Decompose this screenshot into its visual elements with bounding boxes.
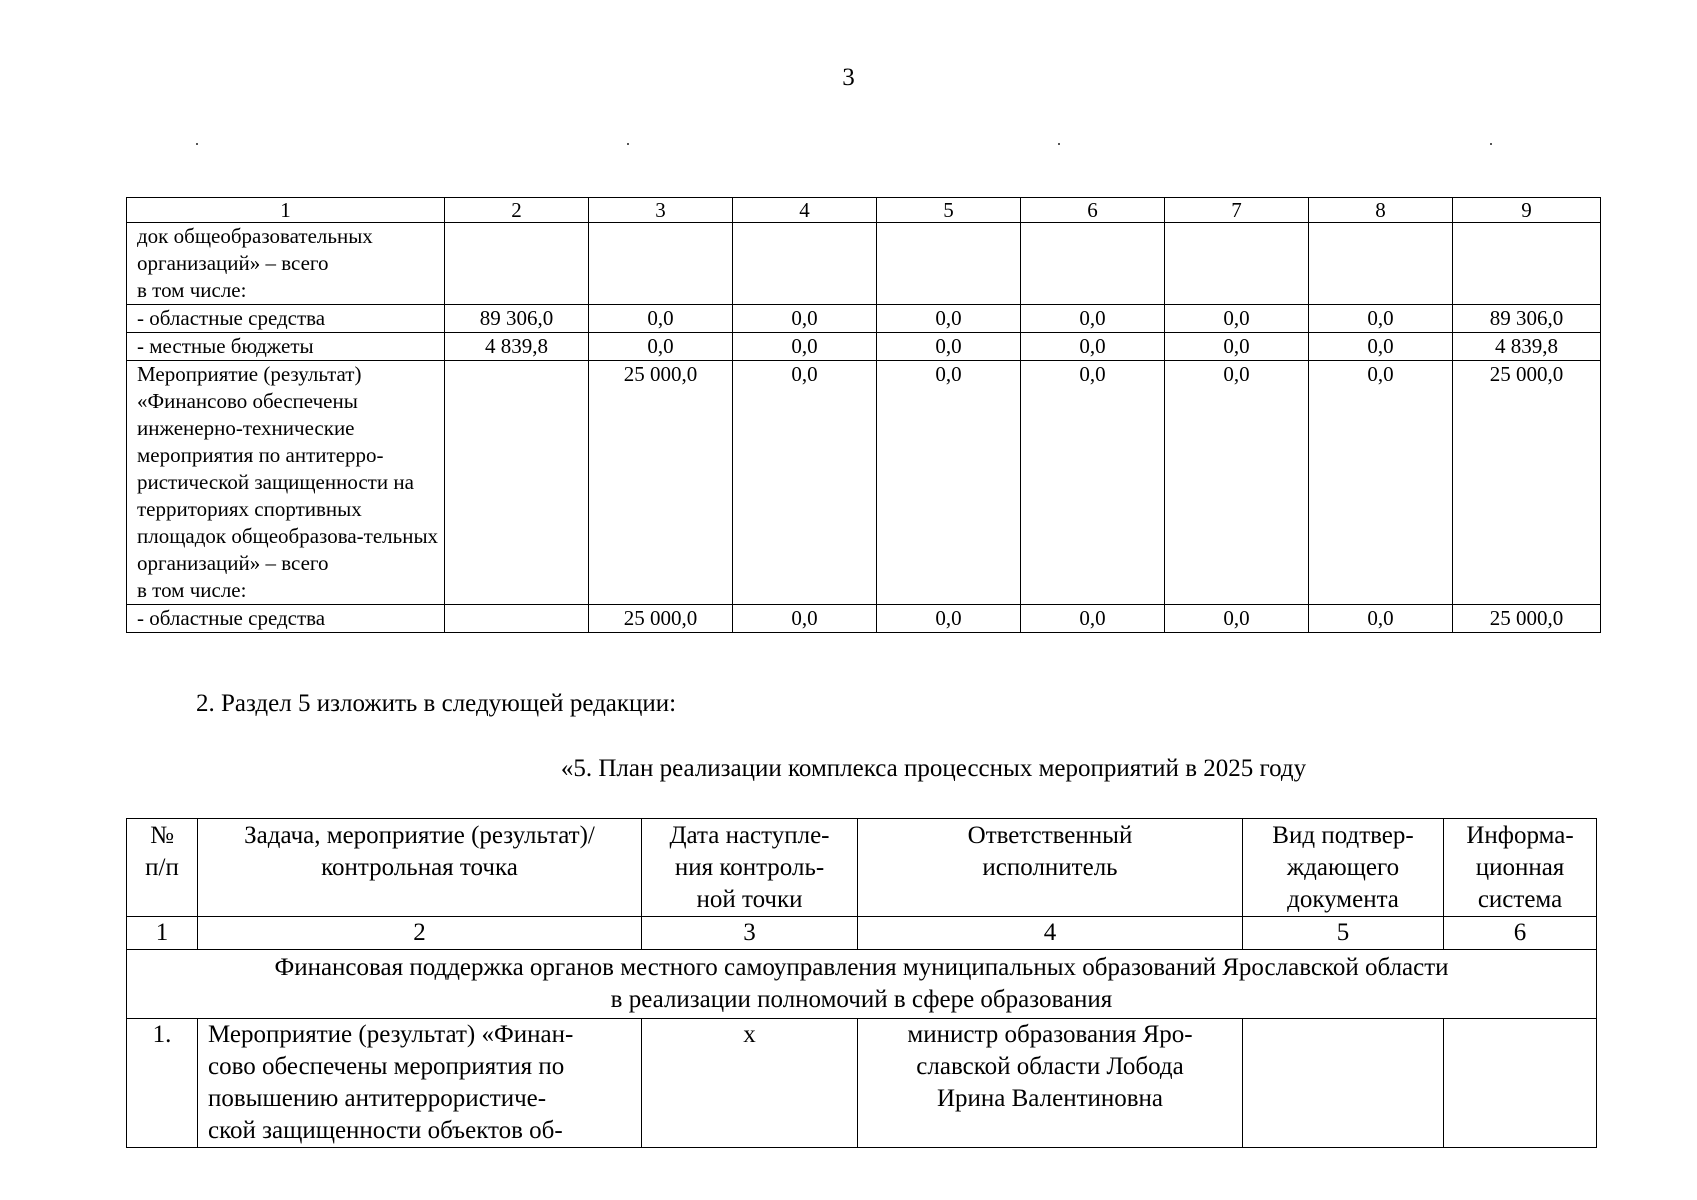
table-cell: 89 306,0: [445, 305, 589, 333]
row-label: док общеобразовательных организаций» – всего в том числе:: [127, 223, 445, 305]
table-cell: 0,0: [1165, 333, 1309, 361]
column-number: 7: [1165, 198, 1309, 223]
column-number: 1: [127, 917, 198, 950]
table-cell: [733, 223, 877, 305]
header-row: [127, 819, 1597, 917]
table-row: [127, 305, 1601, 333]
row-label: - областные средства: [127, 305, 445, 333]
task-cell: Мероприятие (результат) «Финан- сово обеспечены мероприятия по повышению антитеррористиче- ской защищенности объектов об-: [198, 1019, 642, 1148]
funding-table: [126, 197, 1601, 633]
table-cell: 0,0: [733, 333, 877, 361]
plan-table: [126, 818, 1597, 1148]
table-cell: 0,0: [877, 333, 1021, 361]
scan-artifact: [196, 143, 198, 145]
column-number: 4: [858, 917, 1243, 950]
page-number: 3: [842, 64, 855, 91]
column-number: 8: [1309, 198, 1453, 223]
column-header: Ответственный исполнитель: [858, 819, 1243, 917]
table-cell: 0,0: [1021, 605, 1165, 633]
table-row: [127, 605, 1601, 633]
table-cell: 0,0: [877, 305, 1021, 333]
column-number-row: [127, 198, 1601, 223]
column-number: 1: [127, 198, 445, 223]
row-label: - местные бюджеты: [127, 333, 445, 361]
table-cell: [1309, 223, 1453, 305]
column-number: 3: [589, 198, 733, 223]
column-number: 9: [1453, 198, 1601, 223]
table-cell: 0,0: [1165, 361, 1309, 605]
column-number-row: [127, 917, 1597, 950]
table-cell: 89 306,0: [1453, 305, 1601, 333]
table-row: [127, 361, 1601, 605]
section-title: Финансовая поддержка органов местного самоуправления муниципальных образований Ярославской области в реализации полномочий в сфере образования: [127, 950, 1597, 1019]
table-cell: 0,0: [1309, 333, 1453, 361]
table-cell: [589, 223, 733, 305]
column-number: 3: [642, 917, 858, 950]
column-number: 6: [1444, 917, 1597, 950]
table-cell: [877, 223, 1021, 305]
system-cell: [1444, 1019, 1597, 1148]
table-cell: 25 000,0: [1453, 361, 1601, 605]
column-header: Дата наступле- ния контроль- ной точки: [642, 819, 858, 917]
table-cell: 0,0: [733, 605, 877, 633]
table-cell: [1165, 223, 1309, 305]
column-number: 6: [1021, 198, 1165, 223]
scan-artifact: [1058, 143, 1060, 145]
table-cell: 4 839,8: [1453, 333, 1601, 361]
table-cell: 0,0: [877, 605, 1021, 633]
table-cell: 0,0: [1021, 333, 1165, 361]
table-row: [127, 1019, 1597, 1148]
column-number: 5: [1243, 917, 1444, 950]
table-row: [127, 223, 1601, 305]
table-cell: 0,0: [733, 361, 877, 605]
column-number: 2: [445, 198, 589, 223]
column-header: № п/п: [127, 819, 198, 917]
table-cell: [445, 223, 589, 305]
table-cell: 4 839,8: [445, 333, 589, 361]
table-cell: [1021, 223, 1165, 305]
table-cell: 0,0: [877, 361, 1021, 605]
table-cell: 0,0: [733, 305, 877, 333]
section-heading: «5. План реализации комплекса процессных мероприятий в 2025 году: [560, 755, 1307, 782]
table-cell: 0,0: [1021, 361, 1165, 605]
table-cell: 25 000,0: [589, 361, 733, 605]
scan-artifact: [627, 143, 629, 145]
table-cell: 0,0: [1021, 305, 1165, 333]
responsible-cell: министр образования Яро- славской области Лобода Ирина Валентиновна: [858, 1019, 1243, 1148]
table-row: [127, 333, 1601, 361]
column-header: Задача, мероприятие (результат)/ контрольная точка: [198, 819, 642, 917]
column-number: 2: [198, 917, 642, 950]
table-cell: 0,0: [1309, 605, 1453, 633]
table-cell: 0,0: [1165, 305, 1309, 333]
column-number: 5: [877, 198, 1021, 223]
row-number: 1.: [127, 1019, 198, 1148]
table-cell: [445, 605, 589, 633]
column-header: Вид подтвер- ждающего документа: [1243, 819, 1444, 917]
column-header: Информа- ционная система: [1444, 819, 1597, 917]
row-label: - областные средства: [127, 605, 445, 633]
paragraph-2: 2. Раздел 5 изложить в следующей редакции:: [196, 690, 677, 717]
scan-artifact: [1490, 143, 1492, 145]
table-cell: 0,0: [1165, 605, 1309, 633]
document-cell: [1243, 1019, 1444, 1148]
column-number: 4: [733, 198, 877, 223]
table-cell: [1453, 223, 1601, 305]
table-cell: 0,0: [589, 333, 733, 361]
table-cell: 25 000,0: [1453, 605, 1601, 633]
table-cell: 0,0: [1309, 361, 1453, 605]
table-cell: 25 000,0: [589, 605, 733, 633]
table-cell: [445, 361, 589, 605]
section-row: [127, 950, 1597, 1019]
row-label: Мероприятие (результат) «Финансово обеспечены инженерно-технические мероприятия по антитерро-ристической защищенности на территориях спортивных площадок общеобразова-тельных организаций» – всего в том числе:: [127, 361, 445, 605]
date-cell: х: [642, 1019, 858, 1148]
table-cell: 0,0: [1309, 305, 1453, 333]
table-cell: 0,0: [589, 305, 733, 333]
